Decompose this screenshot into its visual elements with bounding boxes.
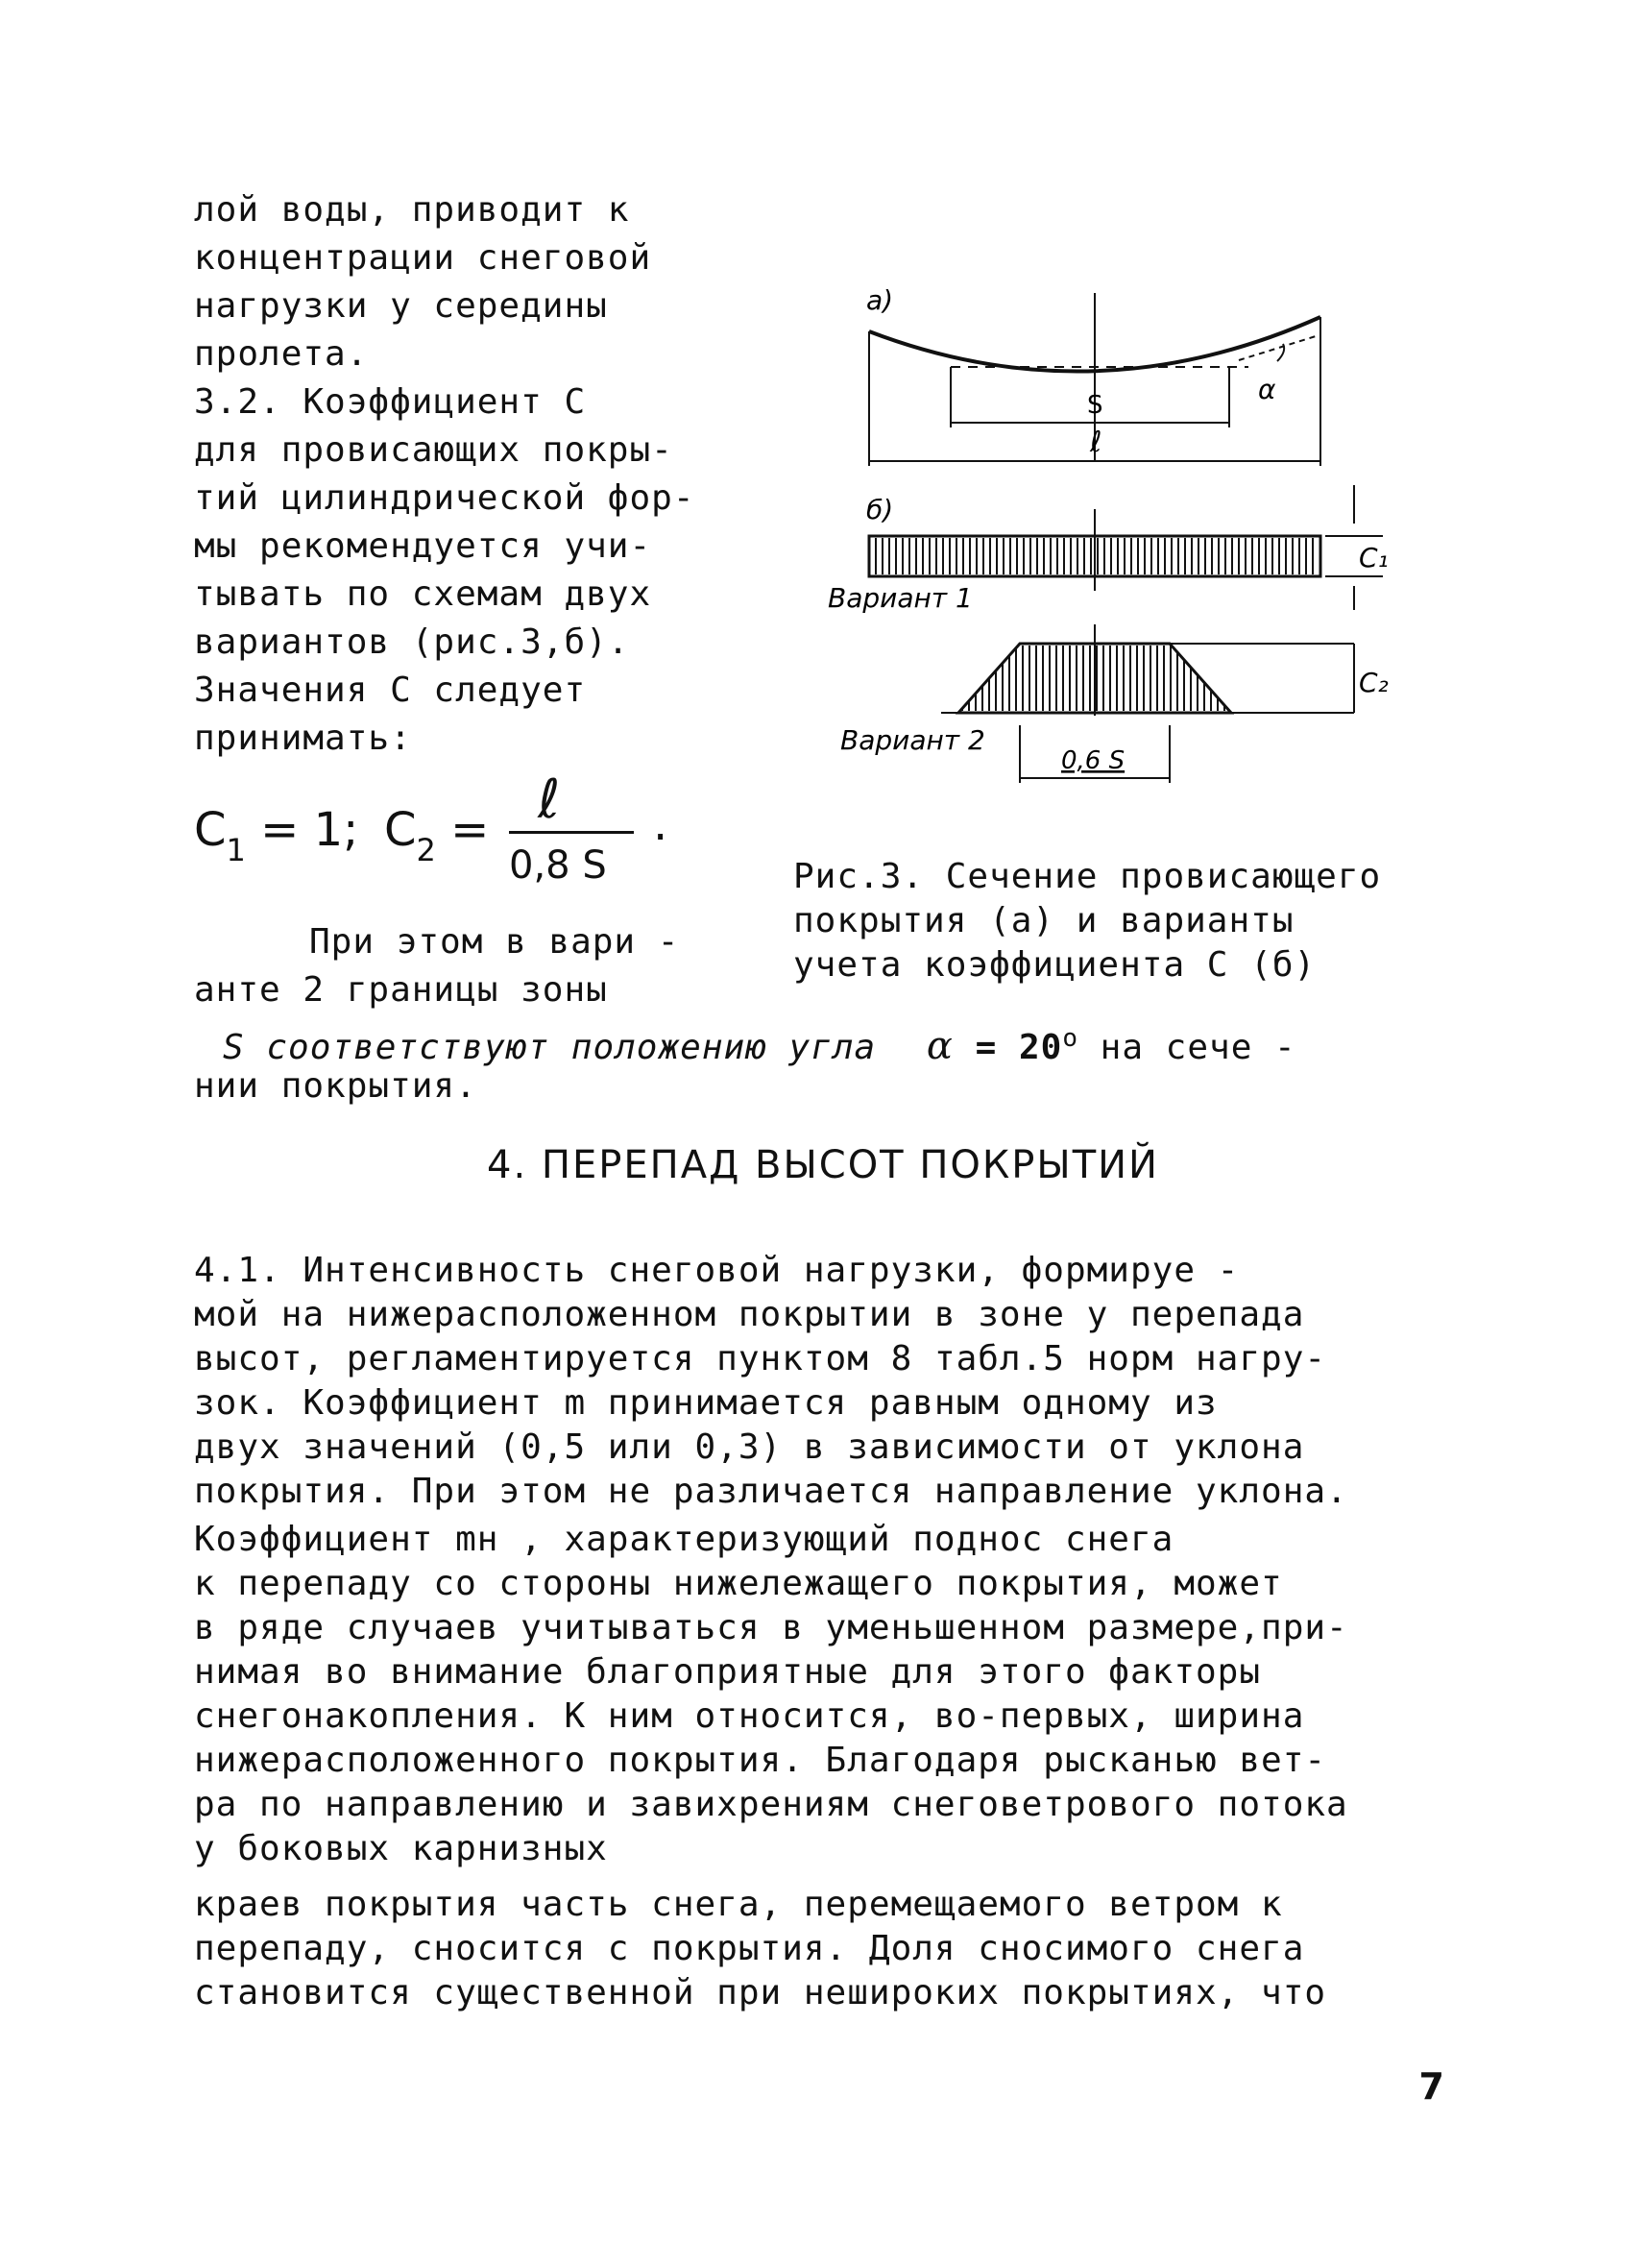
alpha-label: α [1258, 374, 1276, 405]
text-line: Значения С следует [194, 671, 587, 710]
formula-c1-rest: = 1; [260, 803, 359, 857]
text-line: тий цилиндрической фор- [194, 478, 695, 518]
text-line: Коэффициент mн , характеризующий поднос снега [194, 1520, 1174, 1559]
text-line: анте 2 границы зоны [194, 970, 608, 1010]
text-line: зок. Коэффициент m принимается равным одному из [194, 1383, 1218, 1423]
text-line: тывать по схемам двух [194, 574, 652, 614]
text-line: покрытия. При этом не различается направление уклона. [194, 1472, 1348, 1511]
page-number: 7 [1418, 2065, 1444, 2108]
section-heading: 4. ПЕРЕПАД ВЫСОТ ПОКРЫТИЙ [487, 1143, 1159, 1187]
width-label: 0,6 S [1061, 746, 1126, 775]
variant2-label: Вариант 2 [840, 724, 985, 756]
variant2-hatch [962, 645, 1224, 711]
alpha-symbol: α [926, 1024, 954, 1068]
formula-end: . [653, 797, 668, 851]
text-line: краев покрытия часть снега, перемещаемого ветром к [194, 1885, 1283, 1924]
text-line: лой воды, приводит к [194, 190, 630, 230]
formula-c2-sub: 2 [416, 832, 436, 868]
text-line: ра по направлению и завихрениям снеговетрового потока [194, 1785, 1348, 1824]
text-line: вариантов (рис.3,б). [194, 622, 630, 662]
text-line: мы рекомендуется учи- [194, 526, 652, 566]
tangent-dashed [1239, 336, 1316, 360]
figure-roof-section [816, 269, 1431, 807]
text-line: в ряде случаев учитываться в уменьшенном размере,при- [194, 1608, 1348, 1647]
variant1-label: Вариант 1 [828, 582, 973, 614]
c2-label: C₂ [1359, 667, 1389, 698]
text-line: S соответствуют положению угла $\alpha = 20^o$ на сече - [223, 1024, 1296, 1068]
formula-c1: C [194, 803, 227, 857]
text-line: у боковых карнизных [194, 1829, 608, 1868]
text-line: нии покрытия. [194, 1066, 477, 1106]
text-line: мой на нижерасположенном покрытии в зоне у перепада [194, 1295, 1305, 1334]
text-line: снегонакопления. К ним относится, во-первых, ширина [194, 1696, 1305, 1736]
formula-c2: C [384, 803, 417, 857]
text-line: концентрации снеговой [194, 238, 652, 278]
fraction-bar [509, 831, 634, 834]
text-line: нагрузки у середины [194, 286, 608, 326]
l-label: ℓ [1090, 426, 1102, 459]
figure-label-a: а) [866, 284, 894, 316]
figure-caption-line: учета коэффициента С (б) [793, 945, 1317, 985]
text-line: становится существенной при нешироких покрытиях, что [194, 1973, 1327, 2012]
text-line: перепаду, сносится с покрытия. Доля сносимого снега [194, 1929, 1305, 1968]
figure-caption-line: покрытия (а) и варианты [793, 901, 1295, 940]
text-line: принимать: [194, 719, 412, 758]
formula-denominator: 0,8 S [509, 843, 607, 888]
text-line: При этом в вари - [309, 922, 680, 962]
c1-label: C₁ [1359, 542, 1389, 573]
s-label: S [1087, 391, 1103, 420]
figure-caption-line: Рис.3. Сечение провисающего [793, 857, 1382, 896]
text-line: нимая во внимание благоприятные для этого факторы [194, 1652, 1262, 1692]
text-line: к перепаду со стороны нижележащего покрытия, может [194, 1564, 1283, 1603]
formula-numerator: ℓ [538, 768, 561, 831]
formula-c1-sub: 1 [226, 832, 246, 868]
text-line: пролета. [194, 334, 369, 374]
text-line: для провисающих покры- [194, 430, 673, 470]
text-line: 4.1. Интенсивность снеговой нагрузки, формируе - [194, 1251, 1240, 1290]
text-line: нижерасположенного покрытия. Благодаря рысканью вет- [194, 1741, 1327, 1780]
text-line: 3.2. Коэффициент С [194, 382, 587, 422]
figure-label-b: б) [866, 494, 894, 525]
text-line: двух значений (0,5 или 0,3) в зависимости от уклона [194, 1427, 1305, 1467]
text-line: высот, регламентируется пунктом 8 табл.5 норм нагру- [194, 1339, 1327, 1378]
formula-c2-eq: = [450, 803, 490, 857]
